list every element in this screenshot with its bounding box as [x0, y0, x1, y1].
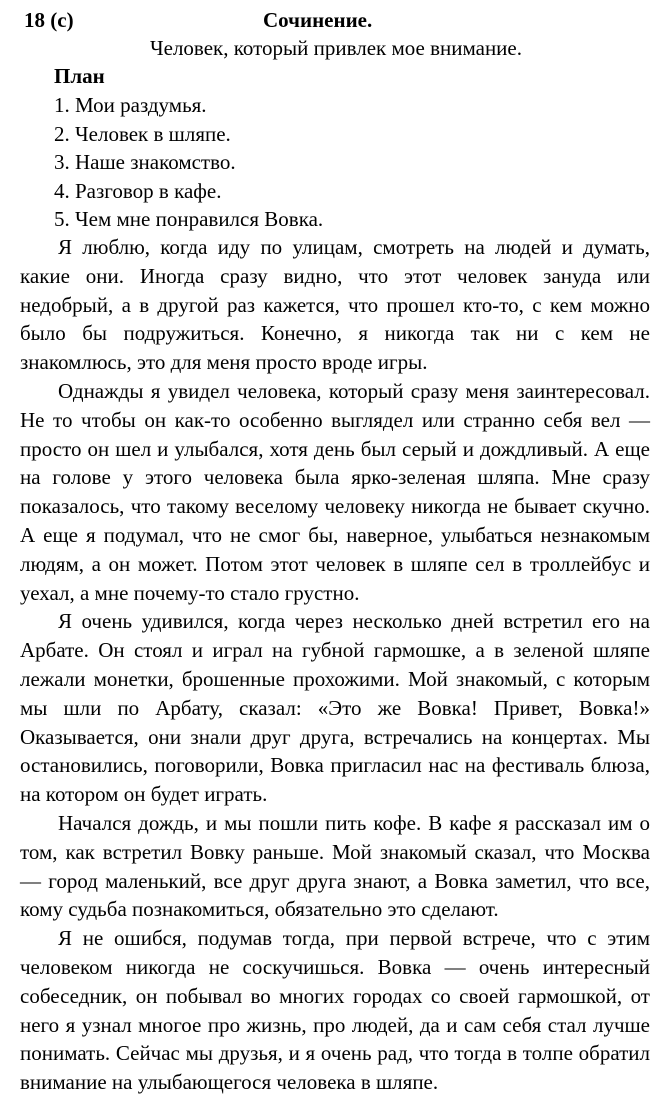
- plan-item: 4. Разговор в кафе.: [54, 178, 222, 203]
- plan-list: [54, 91, 323, 234]
- plan-item: 1. Мои раздумья.: [54, 93, 207, 117]
- paragraph: Я очень удивился, когда через несколько дней встретил его на Арбате. Он стоял и играл на губной гармошке, а в зеленой шляпе лежали монетки, брошенные прохожими. Мой знакомый, с которым мы шли по Арбату, сказал: «Это же Вовка! Привет, Вовка!» Оказывается, они знали друг друга, встречались на концертах. Мы остановились, поговорили, Вовка пригласил нас на фестиваль блюза, на котором он будет играть.: [20, 609, 650, 807]
- paragraph: Я люблю, когда иду по улицам, смотреть на людей и думать, какие они. Иногда сразу видно, что этот человек зануда или недобрый, а в другой раз кажется, что прошел кто-то, с кем можно было бы подружиться. Конечно, я никогда так ни с кем не знакомлюсь, это для меня просто вроде игры.: [20, 235, 650, 375]
- plan-item: 3. Наше знакомство.: [54, 150, 236, 174]
- exercise-number: 18 (с): [24, 8, 74, 32]
- paragraph: Однажды я увидел человека, который сразу меня заинтересовал. Не то чтобы он как-то особенно выглядел или странно себя вел — просто он шел и улыбался, хотя день был серый и дождливый. А еще на голове у этого человека была ярко-зеленая шляпа. Мне сразу показалось, что такому веселому человеку никогда не бывает скучно. А еще я подумал, что не смог бы, наверное, улыбаться незнакомым людям, а он может. Потом этот человек в шляпе сел в троллейбус и уехал, а мне почему-то стало грустно.: [20, 378, 650, 605]
- plan-heading: План: [54, 64, 105, 88]
- paragraph: Начался дождь, и мы пошли пить кофе. В кафе я рассказал им о том, как встретил Вовку раньше. Мой знакомый сказал, что Москва — город маленький, все друг друга знают, а Вовка заметил, что все, кому судьба познакомиться, обязательно это сделают.: [20, 810, 650, 922]
- essay-title: Сочинение.: [263, 8, 373, 32]
- header: [0, 8, 664, 36]
- paragraph: Я не ошибся, подумав тогда, при первой встрече, что с этим человеком никогда не соскучишься. Вовка — очень интересный собеседник, он побывал во многих городах со своей гармошкой, от него я узнал многое про жизнь, про людей, да и сам себя стал лучше понимать. Сейчас мы друзья, и я очень рад, что тогда в толпе обратил внимание на улыбающегося человека в шляпе.: [20, 926, 650, 1095]
- essay-subtitle: Человек, который привлек мое внимание.: [149, 36, 522, 60]
- essay-body: [20, 233, 650, 1097]
- plan-item: 5. Чем мне понравился Вовка.: [54, 207, 324, 231]
- plan-item: 2. Человек в шляпе.: [54, 121, 231, 146]
